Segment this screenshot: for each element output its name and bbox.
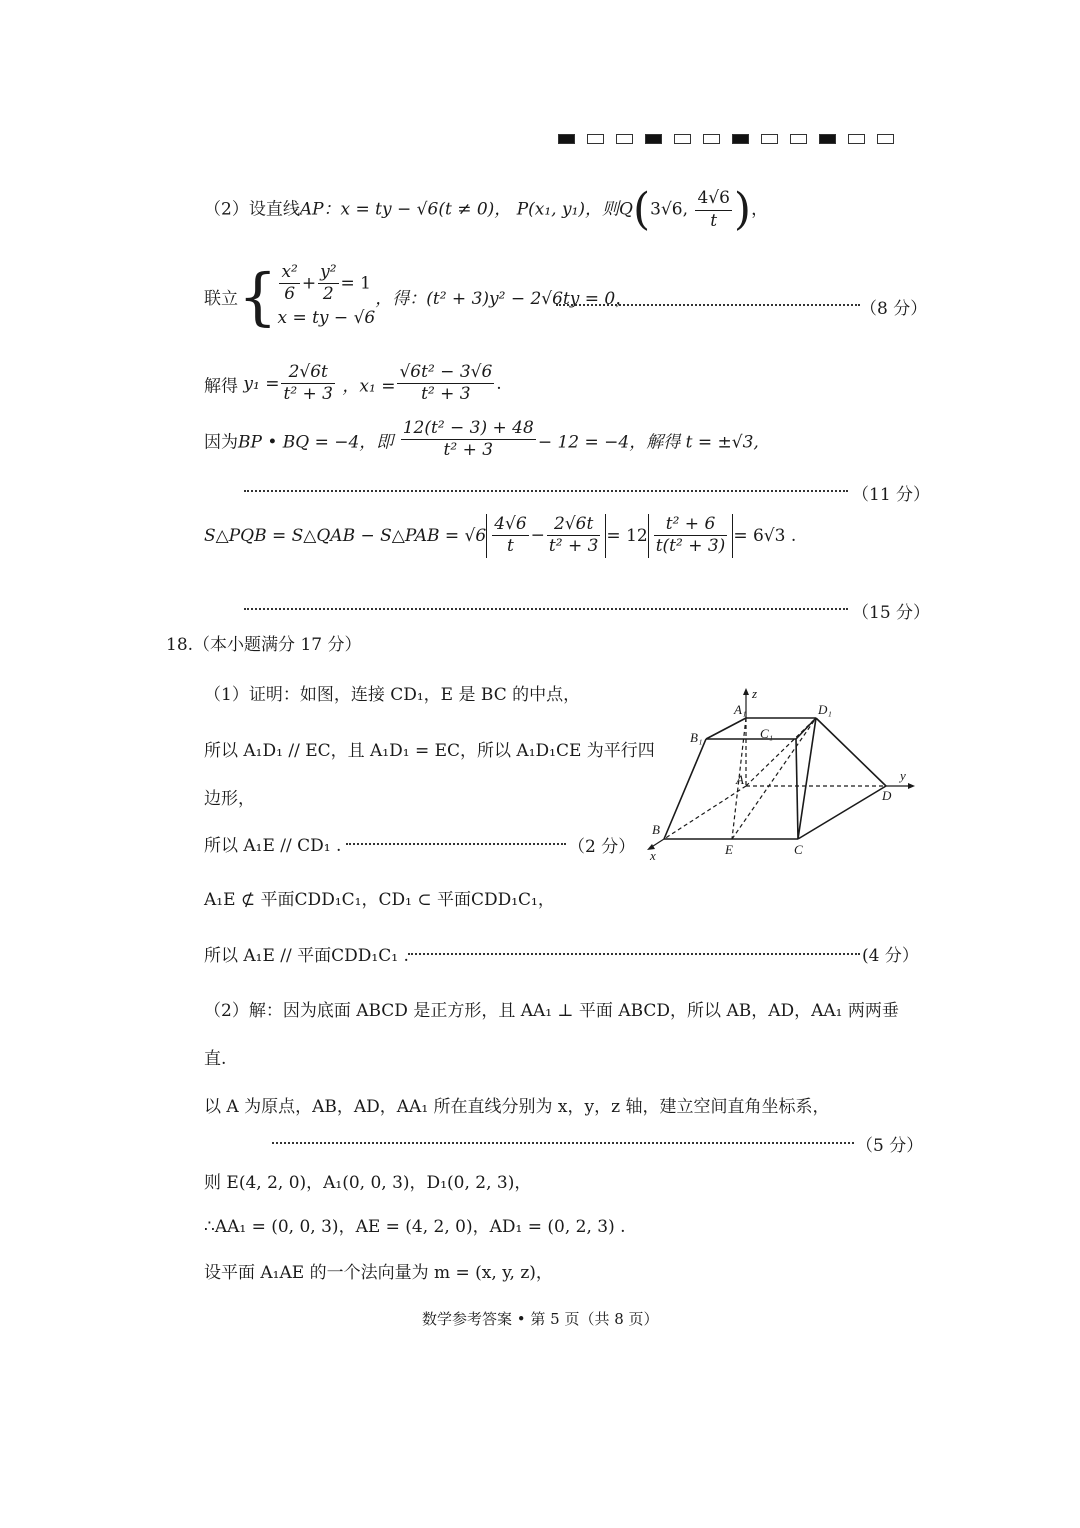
minus: − — [530, 525, 545, 546]
dot-product: BP • BQ = −4，即 — [238, 432, 394, 453]
frac-2r6t — [547, 514, 601, 558]
score-4: (4 分） — [862, 946, 919, 966]
area-result: = 6√3 . — [733, 525, 797, 546]
label-y: y — [900, 768, 906, 783]
q18-p7: （2）解：因为底面 ABCD 是正方形，且 AA₁ ⊥ 平面 ABCD，所以 AB，AD，AA₁ 两两垂 — [204, 1001, 899, 1021]
edge-d1d — [816, 718, 886, 786]
empty-mark — [761, 134, 778, 144]
f2-num: 2√6t — [547, 514, 601, 536]
point-q: Q — [619, 199, 633, 220]
y2-over-2 — [318, 262, 338, 306]
paren-right: ) — [733, 184, 752, 235]
score-8: （8 分） — [860, 299, 928, 319]
solve-end: . — [496, 373, 502, 394]
q18-p9: 以 A 为原点，AB，AD，AA₁ 所在直线分别为 x，y，z 轴，建立空间直角坐标系， — [204, 1097, 830, 1117]
ap-equation: ：x = ty − √6(t ≠ 0)， — [323, 199, 512, 220]
x1-num: √6t² − 3√6 — [397, 362, 494, 384]
f3-num: t² + 6 — [654, 514, 728, 536]
eq-12: = 12 — [606, 525, 648, 546]
y1-lhs: y₁ = — [243, 373, 280, 394]
system-line — [204, 259, 633, 333]
q18-p5: A₁E ⊄ 平面CDD₁C₁，CD₁ ⊂ 平面CDD₁C₁， — [204, 890, 555, 910]
edge-c1c — [796, 739, 798, 839]
t-solution: − 12 = −4，解得 t = ±√3, — [537, 432, 759, 453]
filled-mark — [819, 134, 836, 144]
label-x: x — [650, 848, 656, 863]
dot-product-line — [204, 418, 759, 462]
empty-mark — [848, 134, 865, 144]
lianli-label: 联立 — [204, 289, 238, 309]
x2: x² — [279, 262, 299, 284]
label-a: A — [736, 772, 744, 787]
x2-over-6 — [279, 262, 299, 306]
label-d: D — [882, 788, 892, 803]
label-b1: B₁ — [690, 730, 703, 745]
line-ap-definition — [204, 184, 769, 235]
q18-p6: 所以 A₁E // 平面CDD₁C₁ . — [204, 946, 409, 966]
dot-leader-4 — [408, 953, 860, 955]
line1-end: ， — [751, 199, 769, 220]
x1-den: t² + 3 — [421, 384, 471, 405]
edge-cd1 — [798, 718, 816, 839]
filled-mark — [732, 134, 749, 144]
brace: { — [238, 259, 278, 333]
dot-den: t² + 3 — [443, 440, 494, 461]
q18-p4: 所以 A₁E // CD₁ . — [204, 836, 342, 856]
q-den: t — [710, 210, 718, 231]
label-a1: A₁ — [734, 702, 747, 717]
area-line — [204, 514, 796, 558]
q18-p8: 直. — [204, 1049, 227, 1069]
ap-symbol: AP — [299, 199, 324, 220]
dot-leader-2 — [346, 843, 566, 845]
edge-ab — [664, 786, 746, 839]
score-5: （5 分） — [856, 1136, 924, 1156]
sys-line2: x = ty − √6 — [277, 307, 376, 328]
dot-leader-15 — [244, 608, 848, 610]
frac-t2p6 — [654, 514, 728, 558]
score-15: （15 分） — [852, 603, 931, 623]
plus: + — [301, 273, 317, 294]
empty-mark — [616, 134, 633, 144]
dot-leader-5 — [272, 1142, 854, 1144]
q18-p1: （1）证明：如图，连接 CD₁，E 是 BC 的中点， — [204, 685, 581, 705]
f2-den: t² + 3 — [548, 536, 599, 557]
label-d1: D₁ — [818, 702, 832, 717]
q-num: 4√6 — [695, 188, 731, 210]
x1-lhs: ，x₁ = — [342, 376, 396, 397]
frac-4r6-t — [492, 514, 528, 558]
page-footer: 数学参考答案 • 第 5 页（共 8 页） — [422, 1310, 659, 1328]
filled-mark — [558, 134, 575, 144]
q-second-coord — [695, 188, 731, 232]
y1-frac — [281, 362, 335, 406]
solve-line — [204, 362, 502, 406]
edge-b1b — [664, 739, 706, 839]
frustum-figure — [636, 684, 926, 864]
jiede: 解得 — [204, 376, 238, 397]
filled-mark — [645, 134, 662, 144]
empty-mark — [587, 134, 604, 144]
q18-p12: 设平面 A₁AE 的一个法向量为 m = (x, y, z)， — [204, 1263, 553, 1283]
f1-den: t — [507, 536, 514, 557]
q18-title: 18.（本小题满分 17 分） — [166, 635, 362, 655]
dot-num: 12(t² − 3) + 48 — [401, 418, 536, 440]
score-11: （11 分） — [852, 485, 931, 505]
dot-leader-8 — [556, 304, 860, 306]
dot-leader-11 — [244, 490, 848, 492]
eq-one: = 1 — [340, 273, 371, 294]
abs-expr-1 — [486, 514, 606, 558]
y1-den: t² + 3 — [283, 384, 333, 405]
paren-left: ( — [632, 184, 651, 235]
arrow-z — [743, 688, 749, 695]
empty-mark — [877, 134, 894, 144]
point-p: P(x₁, y₁)，则 — [516, 199, 620, 220]
label-b: B — [652, 822, 660, 837]
equation-system — [277, 262, 375, 331]
q18-p11: ∴AA₁ = (0, 0, 3)，AE = (4, 2, 0)，AD₁ = (0, 2, 3) . — [204, 1217, 626, 1237]
edge-cd — [798, 786, 886, 839]
area-lhs: S△PQB = S△QAB − S△PAB = √6 — [204, 525, 487, 546]
label-c: C — [794, 842, 803, 857]
y2: y² — [318, 262, 338, 284]
y1-num: 2√6t — [281, 362, 335, 384]
part2-label: （2）设直线 — [204, 199, 300, 220]
score-2: （2 分） — [568, 837, 636, 857]
yinwei: 因为 — [204, 432, 238, 453]
empty-mark — [703, 134, 720, 144]
quadratic-result: ，得：(t² + 3)y² − 2√6ty = 0， — [375, 289, 633, 309]
empty-mark — [674, 134, 691, 144]
label-e: E — [725, 842, 733, 857]
header-marks — [558, 134, 894, 144]
dot-frac — [401, 418, 536, 462]
label-c1: C₁ — [760, 726, 774, 741]
label-z: z — [752, 686, 758, 701]
q-first-coord: 3√6, — [650, 199, 689, 220]
arrow-y — [908, 783, 915, 789]
empty-mark — [790, 134, 807, 144]
edge-a1b1 — [706, 718, 746, 739]
six: 6 — [284, 284, 296, 305]
f1-num: 4√6 — [492, 514, 528, 536]
x1-frac — [397, 362, 494, 406]
f3-den: t(t² + 3) — [655, 536, 726, 557]
q18-p2: 所以 A₁D₁ // EC，且 A₁D₁ = EC，所以 A₁D₁CE 为平行四 — [204, 741, 655, 761]
q18-p10: 则 E(4, 2, 0)，A₁(0, 0, 3)，D₁(0, 2, 3)， — [204, 1173, 532, 1193]
abs-expr-2 — [648, 514, 734, 558]
segment-ed1 — [732, 718, 816, 839]
two: 2 — [322, 284, 334, 305]
q18-p3: 边形， — [204, 789, 255, 809]
